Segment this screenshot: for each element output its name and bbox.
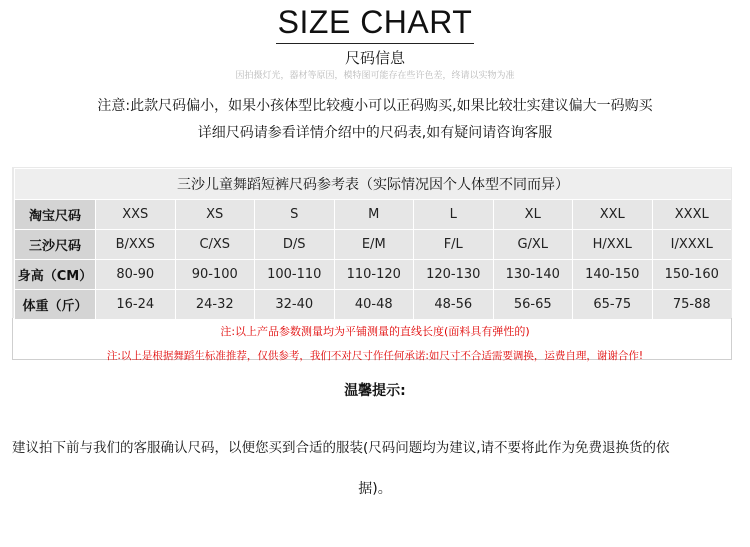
table-cell: 120-130: [413, 259, 493, 289]
table-cell: D/S: [254, 229, 334, 259]
tips-text-line-2: 据)。: [358, 481, 392, 497]
table-cell: 90-100: [175, 259, 255, 289]
tips-heading: 温馨提示:: [344, 383, 406, 399]
page-subtitle: 尺码信息: [344, 49, 405, 67]
table-cell: 130-140: [493, 259, 573, 289]
table-cell: B/XXS: [95, 229, 175, 259]
size-table-title: 三沙儿童舞蹈短裤尺码参考表（实际情况因个人体型不同而异）: [14, 168, 731, 199]
table-row-weight: [14, 289, 731, 319]
measurement-note: 注:以上产品参数测量均为平铺测量的直线长度(面料具有弹性的): [220, 325, 530, 338]
table-cell: XS: [175, 199, 255, 229]
size-note-line-1: 注意:此款尺码偏小，如果小孩体型比较瘦小可以正码购买,如果比较壮实建议偏大一码购买: [97, 98, 653, 114]
size-table: [14, 168, 731, 319]
table-cell: I/XXXL: [652, 229, 732, 259]
table-cell: 16-24: [95, 289, 175, 319]
table-cell: XXS: [95, 199, 175, 229]
recommendation-note: 注:以上是根据舞蹈生标准推荐，仅供参考，我们不对尺寸作任何承诺:如尺寸不合适需要调换，运费自理，谢谢合作!: [106, 350, 644, 362]
table-cell: 24-32: [175, 289, 255, 319]
table-cell: 75-88: [652, 289, 732, 319]
table-cell: 65-75: [572, 289, 652, 319]
color-disclaimer: 因拍摄灯光，器材等原因，模特图可能存在些许色差，终请以实物为准: [235, 71, 515, 81]
table-cell: L: [413, 199, 493, 229]
table-row-height: [14, 259, 731, 289]
table-cell: F/L: [413, 229, 493, 259]
row-header: 三沙尺码: [14, 229, 95, 259]
table-cell: 110-120: [334, 259, 414, 289]
table-cell: 150-160: [652, 259, 732, 289]
title-underline: [276, 43, 474, 44]
table-cell: 32-40: [254, 289, 334, 319]
table-title-row: [14, 168, 731, 199]
table-cell: C/XS: [175, 229, 255, 259]
table-cell: H/XXL: [572, 229, 652, 259]
row-header: 体重（斤）: [14, 289, 95, 319]
table-cell: S: [254, 199, 334, 229]
row-header: 淘宝尺码: [14, 199, 95, 229]
row-header: 身高（CM）: [14, 259, 95, 289]
table-cell: 56-65: [493, 289, 573, 319]
page-title: SIZE CHART: [277, 4, 473, 40]
table-cell: 140-150: [572, 259, 652, 289]
table-cell: 100-110: [254, 259, 334, 289]
table-cell: 48-56: [413, 289, 493, 319]
table-cell: G/XL: [493, 229, 573, 259]
table-cell: XL: [493, 199, 573, 229]
size-note-line-2: 详细尺码请参看详情介绍中的尺码表,如有疑问请咨询客服: [197, 125, 553, 141]
table-cell: M: [334, 199, 414, 229]
table-row-brand-size: [14, 229, 731, 259]
table-cell: 80-90: [95, 259, 175, 289]
tips-text-line-1: 建议拍下前与我们的客服确认尺码，以便您买到合适的服装(尺码问题均为建议,请不要将此作为免费退换货的依: [12, 440, 670, 456]
table-row-taobao-size: [14, 199, 731, 229]
table-cell: XXL: [572, 199, 652, 229]
table-cell: 40-48: [334, 289, 414, 319]
table-cell: XXXL: [652, 199, 732, 229]
table-cell: E/M: [334, 229, 414, 259]
